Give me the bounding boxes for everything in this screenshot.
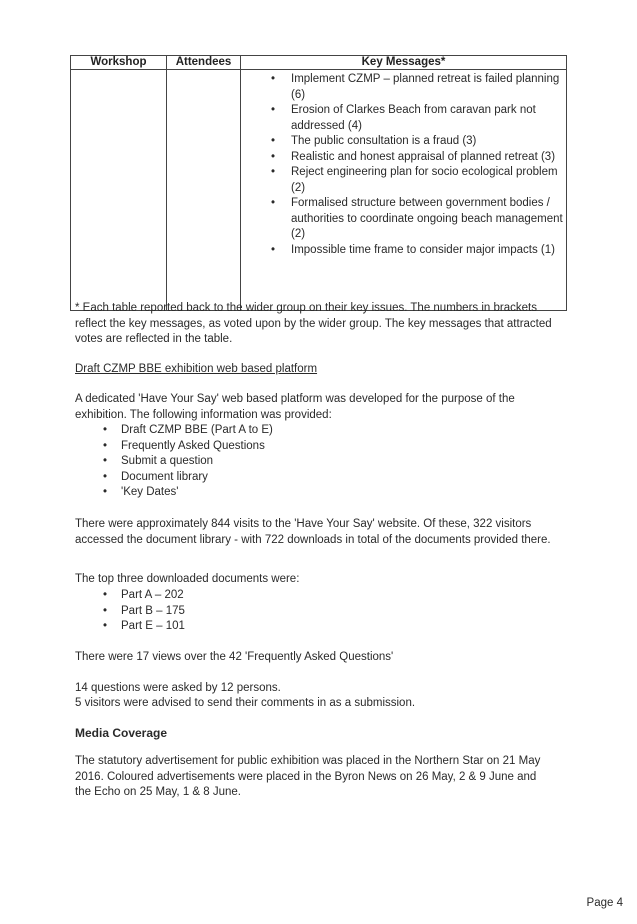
table-footnote: * Each table reported back to the wider group on their key issues. The numbers in brackets reflect the key messages, as voted upon by the wider group. The key messages that attracted votes are reflected in the table.: [75, 302, 552, 345]
table-row: [71, 70, 567, 311]
list-item: • Submit a question: [121, 454, 273, 470]
questions-line: 14 questions were asked by 12 persons.: [75, 682, 281, 694]
top-downloads-list: [75, 588, 185, 635]
list-item: • Document library: [121, 470, 273, 486]
list-item: • 'Key Dates': [121, 485, 273, 501]
web-platform-intro: A dedicated 'Have Your Say' web based platform was developed for the purpose of the exhibition. The following information was provided:: [75, 393, 515, 421]
header-key-messages: Key Messages*: [241, 56, 567, 70]
list-item: • Draft CZMP BBE (Part A to E): [121, 423, 273, 439]
list-item: • Reject engineering plan for socio ecological problem (2): [289, 165, 566, 196]
media-coverage-paragraph: The statutory advertisement for public exhibition was placed in the Northern Star on 21 May 2016. Coloured advertisements were placed in the Byron News on 26 May, 2 & 9 June and the Echo on 25 May, 1 & 8 June.: [75, 755, 541, 798]
table-header-row: [71, 56, 567, 70]
provided-info-list: [75, 423, 273, 501]
section-title-web-platform: Draft CZMP BBE exhibition web based platform: [75, 363, 318, 375]
section-title-media-coverage: Media Coverage: [75, 726, 168, 740]
header-attendees: Attendees: [167, 56, 241, 70]
key-messages-list: [241, 72, 566, 258]
key-messages-table: [70, 55, 567, 311]
cell-key-messages: [241, 70, 567, 311]
faq-views-paragraph: There were 17 views over the 42 'Frequently Asked Questions': [75, 651, 394, 663]
list-item: • Impossible time frame to consider major impacts (1): [289, 243, 566, 259]
list-item: • Realistic and honest appraisal of planned retreat (3): [289, 150, 566, 166]
page-number: Page 4: [586, 897, 623, 909]
list-item: • Formalised structure between government bodies / authorities to coordinate ongoing beach management (2): [289, 196, 566, 243]
list-item: • Part E – 101: [121, 619, 185, 635]
list-item: • Part A – 202: [121, 588, 185, 604]
top-downloads-intro: The top three downloaded documents were:: [75, 573, 300, 585]
list-item: • Implement CZMP – planned retreat is failed planning (6): [289, 72, 566, 103]
cell-attendees: [167, 70, 241, 311]
list-item: • Frequently Asked Questions: [121, 439, 273, 455]
submissions-line: 5 visitors were advised to send their comments in as a submission.: [75, 697, 416, 709]
visits-paragraph: There were approximately 844 visits to the 'Have Your Say' website. Of these, 322 visitors accessed the document library - with 722 downloads in total of the documents provided there.: [75, 518, 551, 546]
list-item: • The public consultation is a fraud (3): [289, 134, 566, 150]
header-workshop: Workshop: [71, 56, 167, 70]
cell-workshop: [71, 70, 167, 311]
list-item: • Erosion of Clarkes Beach from caravan park not addressed (4): [289, 103, 566, 134]
list-item: • Part B – 175: [121, 604, 185, 620]
